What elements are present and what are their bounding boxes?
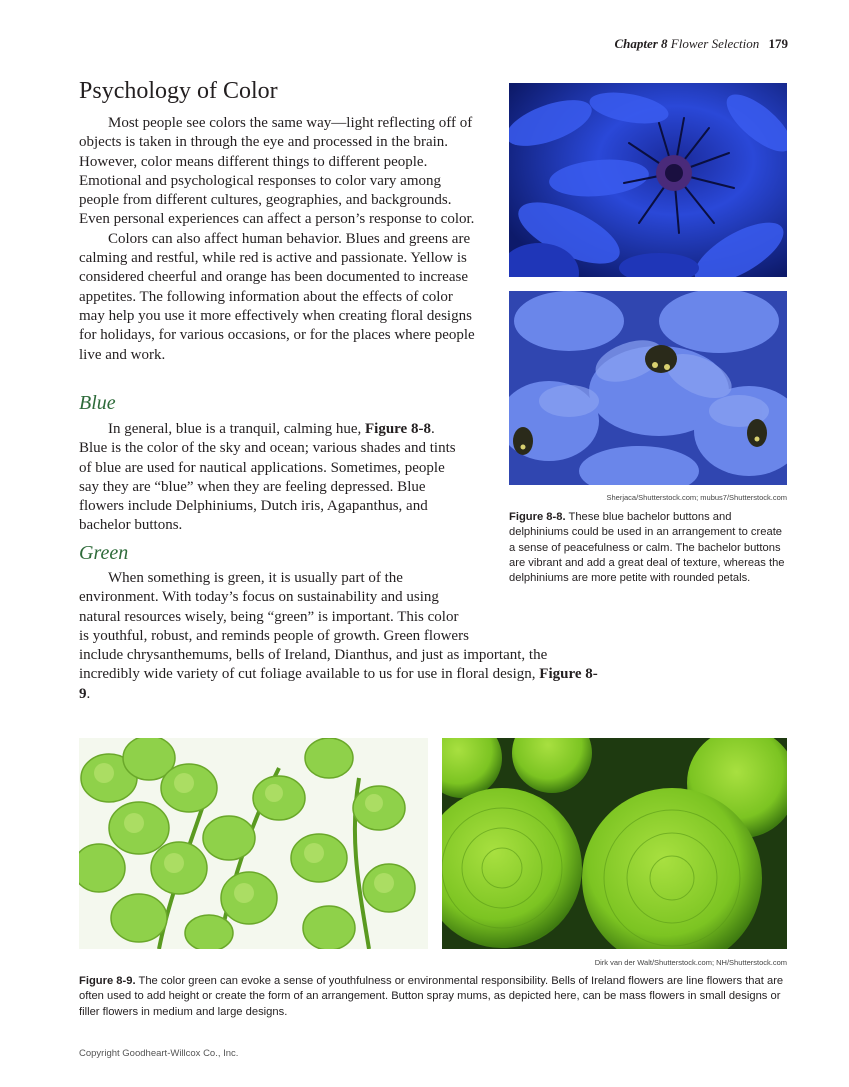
running-header xyxy=(614,36,788,52)
figure-8-9-credit: Dirk van der Walt/Shutterstock.com; NH/Shutterstock.com xyxy=(594,958,787,967)
bells-of-ireland-photo xyxy=(79,738,428,949)
intro-text xyxy=(79,114,476,365)
blue-text xyxy=(79,420,464,536)
delphinium-photo xyxy=(509,291,787,485)
chapter-label: Chapter 8 xyxy=(614,36,668,51)
green-text xyxy=(79,569,604,704)
green-heading: Green xyxy=(79,542,129,564)
intro-paragraph-1: Most people see colors the same way—light reflecting off of objects is taken in through the eye and processed in the brain. However, color means different things to different people. Emotional and psychological responses to color vary among people from different cultures, geographies, and backgrounds. Even personal experiences can affect a person’s response to color. xyxy=(79,115,475,228)
button-mum-flower-icon xyxy=(442,738,787,949)
figure-8-9-caption: Figure 8-9. The color green can evoke a sense of youthfulness or environmental responsibility. Bells of Ireland flowers are line flowers that are often used to add height or create the form of an arrangement. Button spray mums, as depicted here, can be mass flowers in small designs or filler flowers in medium and large designs. xyxy=(79,975,784,1018)
blue-paragraph: In general, blue is a tranquil, calming hue, Figure 8-8. Blue is the color of the sky and ocean; various shades and tints of blue are used for nautical applications. Sometimes, people say they are “blue” when they are feeling depressed. Blue flowers include Delphiniums, Dutch iris, Agapanthus, and bachelor buttons. xyxy=(79,421,456,534)
figure-8-9-reference[interactable]: Figure 8-9 xyxy=(79,666,598,702)
bachelor-button-photo xyxy=(509,83,787,277)
green-paragraph: When something is green, it is usually part of the environment. With today’s focus on sustainability and using natural resources wisely, being “green” is important. This color is youthful, robust, and reminds people of growth. Green flowers include chrysanthemums, bells of Ireland, Dianthus, and just as important, the incredibly wide variety of cut foliage available to us for use in floral design, Figure 8-9. xyxy=(79,570,598,702)
page-number: 179 xyxy=(768,36,788,51)
figure-8-8-label: Figure 8-8. xyxy=(509,511,566,523)
button-mums-photo xyxy=(442,738,787,949)
bachelor-button-flower-icon xyxy=(509,83,787,277)
bells-of-ireland-icon xyxy=(79,738,428,949)
copyright-footer: Copyright Goodheart-Willcox Co., Inc. xyxy=(79,1048,239,1059)
section-title: Psychology of Color xyxy=(79,78,278,104)
figure-8-8-credit: Sherjaca/Shutterstock.com; mubus7/Shutterstock.com xyxy=(606,493,787,502)
figure-8-8-caption: Figure 8-8. These blue bachelor buttons and delphiniums could be used in an arrangement to create a sense of peacefulness or calm. The bachelor buttons are vibrant and add a great deal of texture, whereas the delphiniums are more petite with rounded petals. xyxy=(509,511,785,585)
blue-heading: Blue xyxy=(79,392,116,414)
intro-paragraph-2: Colors can also affect human behavior. Blues and greens are calming and restful, while red is active and passionate. Yellow is considered cheerful and orange has been documented to increase appetites. The following information about the effects of color may help you use it more effectively when creating floral designs for holidays, for various occasions, or for the places where people live and work. xyxy=(79,230,475,363)
figure-8-9-label: Figure 8-9. xyxy=(79,975,136,987)
figure-8-8-reference[interactable]: Figure 8-8 xyxy=(365,421,431,437)
delphinium-flower-icon xyxy=(509,291,787,485)
chapter-title: Flower Selection xyxy=(670,36,760,51)
